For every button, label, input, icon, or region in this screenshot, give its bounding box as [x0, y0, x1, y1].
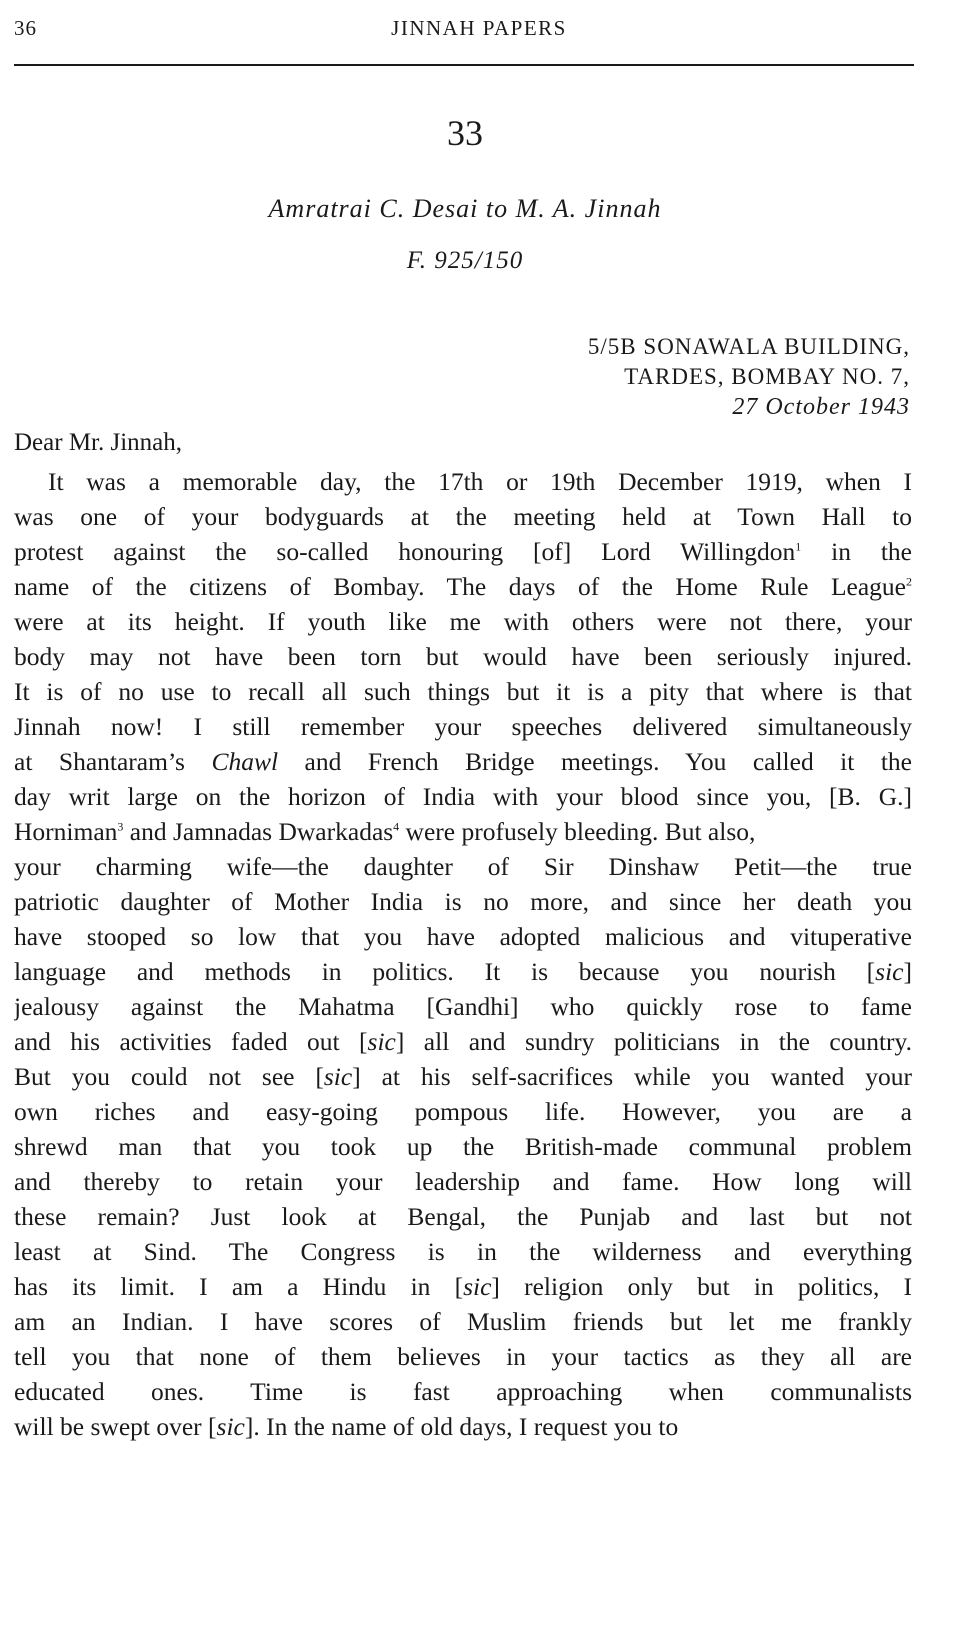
body-line: It was a memorable day, the 17th or 19th December 1919, when I	[48, 467, 912, 496]
body-line: and thereby to retain your leadership and fame. How long will	[14, 1167, 912, 1196]
body-line: were at its height. If youth like me with others were not there, your	[14, 607, 912, 636]
letter-body	[14, 464, 912, 1444]
sender-address	[588, 332, 910, 422]
body-line: body may not have been torn but would have been seriously injured.	[14, 642, 912, 671]
document-number: 33	[447, 113, 483, 153]
body-line: own riches and easy-going pompous life. However, you are a	[14, 1097, 912, 1126]
footnote-ref: 1	[795, 539, 802, 554]
running-title: JINNAH PAPERS	[391, 16, 567, 40]
header-divider	[14, 64, 914, 66]
body-line: Horniman$^3$ and Jamnadas Dwarkadas$^4$ were profusely bleeding. But also,	[14, 817, 756, 846]
salutation: Dear Mr. Jinnah,	[14, 429, 183, 456]
body-line: Jinnah now! I still remember your speeches delivered simultaneously	[14, 712, 912, 741]
body-line: and his activities faded out [sic] all and sundry politicians in the country.	[14, 1027, 912, 1056]
body-line: protest against the so-called honouring [of] Lord Willingdon$^1$ in the	[14, 537, 912, 566]
file-reference: F. 925/150	[406, 247, 524, 274]
address-line-1: 5/5B SONAWALA BUILDING,	[587, 334, 910, 359]
address-line-2: TARDES, BOMBAY NO. 7,	[624, 364, 910, 389]
body-line: these remain? Just look at Bengal, the Punjab and last but not	[14, 1202, 912, 1231]
body-line: your charming wife—the daughter of Sir Dinshaw Petit—the true	[14, 852, 912, 881]
body-line: least at Sind. The Congress is in the wilderness and everything	[14, 1237, 912, 1266]
body-line: patriotic daughter of Mother India is no more, and since her death you	[14, 887, 912, 916]
running-head	[14, 16, 914, 46]
body-line: has its limit. I am a Hindu in [sic] religion only but in politics, I	[14, 1272, 912, 1301]
footnote-ref: 3	[117, 819, 124, 834]
body-line: have stooped so low that you have adopted malicious and vituperative	[14, 922, 912, 951]
body-line: It is of no use to recall all such things but it is a pity that where is that	[14, 677, 912, 706]
body-line: jealousy against the Mahatma [Gandhi] who quickly rose to fame	[14, 992, 912, 1021]
body-line: educated ones. Time is fast approaching when communalists	[14, 1377, 912, 1406]
body-line: day writ large on the horizon of India with your blood since you, [B. G.]	[14, 782, 912, 811]
body-line: language and methods in politics. It is because you nourish [sic]	[14, 957, 912, 986]
document-title: Amratrai C. Desai to M. A. Jinnah	[268, 194, 662, 223]
footnote-ref: 2	[906, 574, 912, 589]
body-line: But you could not see [sic] at his self-sacrifices while you wanted your	[14, 1062, 912, 1091]
footnote-ref: 4	[393, 819, 400, 834]
page-number: 36	[14, 16, 37, 40]
body-line: tell you that none of them believes in your tactics as they all are	[14, 1342, 912, 1371]
body-line: was one of your bodyguards at the meeting held at Town Hall to	[14, 502, 912, 531]
letter-date: 27 October 1943	[732, 394, 910, 420]
body-line: am an Indian. I have scores of Muslim friends but let me frankly	[14, 1307, 912, 1336]
body-line: name of the citizens of Bombay. The days of the Home Rule League$^2$	[14, 572, 912, 601]
body-line: shrewd man that you took up the British-made communal problem	[14, 1132, 912, 1161]
body-line: will be swept over [sic]. In the name of old days, I request you to	[14, 1412, 679, 1441]
body-line: at Shantaram’s Chawl and French Bridge meetings. You called it the	[14, 747, 912, 776]
